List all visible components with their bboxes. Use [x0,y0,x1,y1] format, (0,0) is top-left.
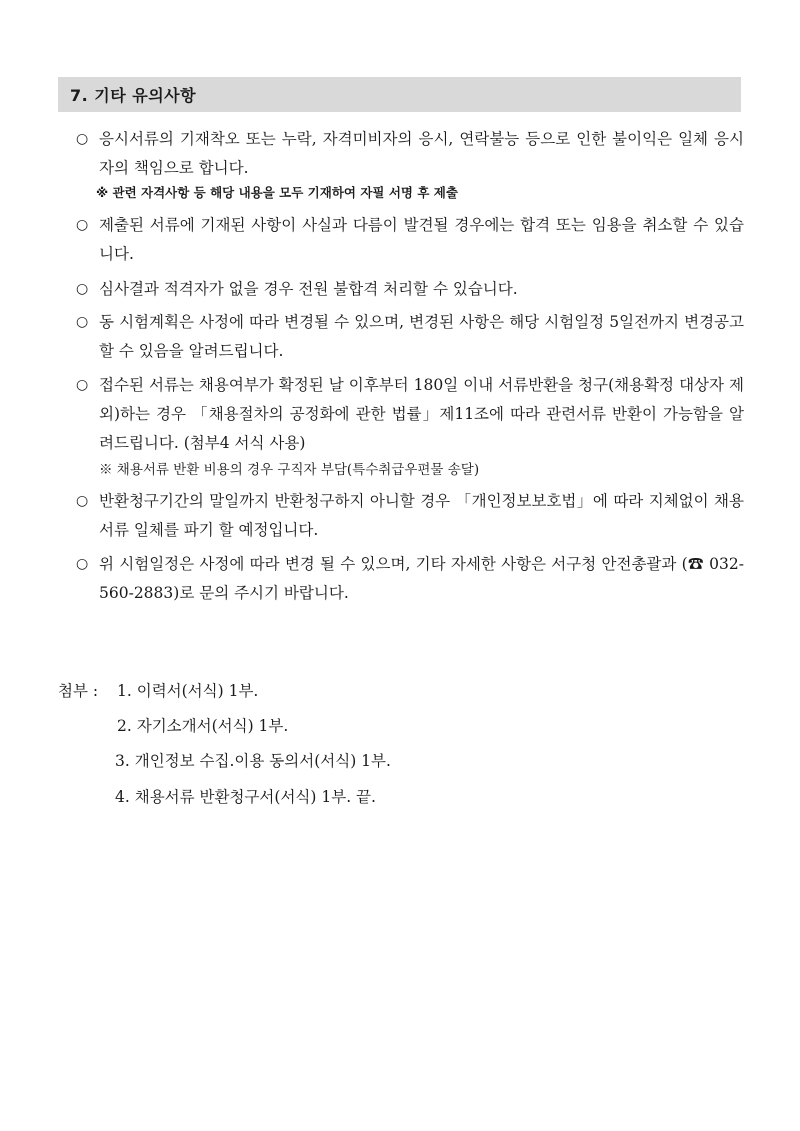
circle-bullet-icon: ○ [76,281,89,297]
circle-bullet-icon: ○ [76,314,89,330]
circle-bullet-icon: ○ [76,493,89,509]
notice-text: 제출된 서류에 기재된 사항이 사실과 다름이 발견될 경우에는 합격 또는 임용을 취소할 수 있습니다. [99,216,744,263]
attachment-item: 3. 개인정보 수집.이용 동의서(서식) 1부. [115,752,391,770]
circle-bullet-icon: ○ [76,131,89,147]
attachment-item: 2. 자기소개서(서식) 1부. [117,717,289,735]
notice-item [76,275,744,304]
attachment-item: 1. 이력서(서식) 1부. [117,682,259,700]
notice-item [76,308,744,366]
section-title: 7. 기타 유의사항 [70,86,197,105]
notice-text: 위 시험일정은 사정에 따라 변경 될 수 있으며, 기타 자세한 사항은 서구청 안전총괄과 (☎ 032-560-2883)로 문의 주시기 바랍니다. [99,555,744,602]
notice-item [76,371,744,458]
notice-note: ※ 채용서류 반환 비용의 경우 구직자 부담(특수취급우편물 송달) [99,462,480,478]
circle-bullet-icon: ○ [76,556,89,572]
attachments-label: 첨부 : [58,682,99,700]
notice-text: 반환청구기간의 말일까지 반환청구하지 아니할 경우 「개인정보보호법」에 따라 지체없이 채용서류 일체를 파기 할 예정입니다. [99,492,744,539]
notice-note: ※ 관련 자격사항 등 해당 내용을 모두 기재하여 자필 서명 후 제출 [96,185,458,200]
notice-item [76,211,744,269]
notice-item [76,550,744,608]
notice-text: 동 시험계획은 사정에 따라 변경될 수 있으며, 변경된 사항은 해당 시험일정 5일전까지 변경공고 할 수 있음을 알려드립니다. [99,313,744,360]
notice-item [76,487,744,545]
notice-text: 접수된 서류는 채용여부가 확정된 날 이후부터 180일 이내 서류반환을 청구(채용확정 대상자 제외)하는 경우 「채용절차의 공정화에 관한 법률」제11조에 따라 관련서류 반환이 가능함을 알려드립니다. (첨부4 서식 사용) [99,376,744,452]
notice-text: 응시서류의 기재착오 또는 누락, 자격미비자의 응시, 연락불능 등으로 인한 불이익은 일체 응시자의 책임으로 합니다. [99,130,744,177]
circle-bullet-icon: ○ [76,217,89,233]
section-header [58,77,741,112]
notice-item [76,125,744,183]
attachment-item: 4. 채용서류 반환청구서(서식) 1부. 끝. [115,788,376,806]
notice-text: 심사결과 적격자가 없을 경우 전원 불합격 처리할 수 있습니다. [99,280,518,298]
circle-bullet-icon: ○ [76,377,89,393]
